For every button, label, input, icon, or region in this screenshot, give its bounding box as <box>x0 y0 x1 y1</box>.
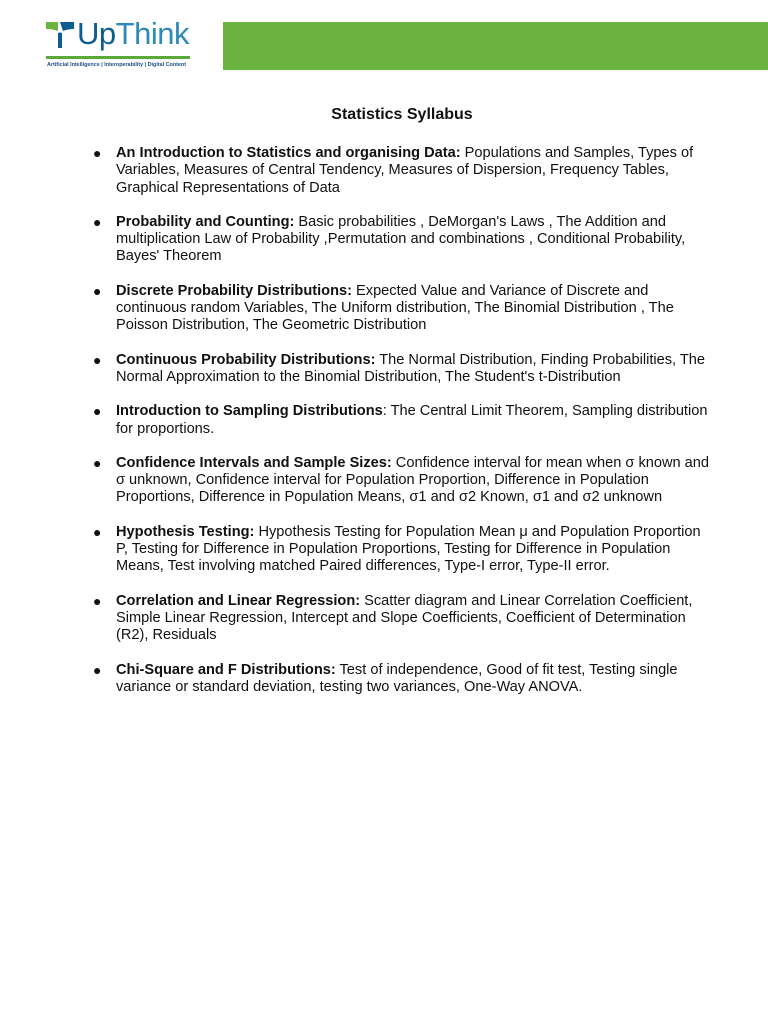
logo-tagline: Artificial Intelligence | Interoperability | Digital Content <box>47 62 186 68</box>
syllabus-item <box>92 662 716 697</box>
syllabus-details: Scatter diagram and Linear Correlation Coefficient, Simple Linear Regression, Intercept and Slope Coefficients, Coefficient of Determination (R2), Residuals <box>116 592 693 644</box>
bullet-icon: ● <box>93 661 102 678</box>
bullet-icon: ● <box>93 351 102 368</box>
page-title: Statistics Syllabus <box>331 106 473 123</box>
bullet-icon: ● <box>93 282 102 299</box>
syllabus-topic: Chi-Square and F Distributions: <box>116 661 336 678</box>
bullet-icon: ● <box>93 403 102 420</box>
syllabus-item <box>92 455 716 507</box>
upthink-mark-icon <box>46 20 74 50</box>
syllabus-topic: Hypothesis Testing: <box>116 523 255 540</box>
syllabus-item <box>92 593 716 645</box>
syllabus-details: Populations and Samples, Types of Variables, Measures of Central Tendency, Measures of Dispersion, Frequency Tables, Graphical Representations of Data <box>116 145 694 196</box>
logo-word-up: Up <box>77 16 116 51</box>
logo-underline <box>46 56 190 59</box>
bullet-icon: ● <box>93 454 102 471</box>
bullet-icon: ● <box>93 213 102 230</box>
syllabus-topic: An Introduction to Statistics and organising Data: <box>116 145 461 161</box>
syllabus-topic: Continuous Probability Distributions: <box>116 351 376 368</box>
logo-wordmark <box>77 16 189 52</box>
syllabus-item <box>92 524 716 576</box>
syllabus-item <box>92 352 716 387</box>
syllabus-topic: Correlation and Linear Regression: <box>116 592 361 609</box>
syllabus-topic: Confidence Intervals and Sample Sizes: <box>116 454 392 471</box>
syllabus-item <box>92 283 716 335</box>
upthink-logo <box>46 18 194 74</box>
syllabus-details: : The Central Limit Theorem, Sampling distribution for proportions. <box>116 403 708 437</box>
syllabus-details: Hypothesis Testing for Population Mean μ and Population Proportion P, Testing for Difference in Population Proportions, Testing for Difference in Population Means, Test involving matched Paired differences, Type-I error, Type-II error. <box>116 523 701 575</box>
syllabus-details: Test of independence, Good of fit test, Testing single variance or standard deviation, testing two variances, One-Way ANOVA. <box>116 661 678 695</box>
bullet-icon: ● <box>93 145 102 161</box>
header-green-bar <box>223 22 768 70</box>
bullet-icon: ● <box>93 523 102 540</box>
bullet-icon: ● <box>93 592 102 609</box>
syllabus-details: Basic probabilities , DeMorgan's Laws , The Addition and multiplication Law of Probability ,Permutation and combinations , Conditional Probability, Bayes' Theorem <box>116 213 686 265</box>
syllabus-details: Confidence interval for mean when σ known and σ unknown, Confidence interval for Population Proportion, Difference in Population Proportions, Difference in Population Means, σ1 and σ2 Known, σ1 and σ2 unknown <box>116 454 710 506</box>
logo-word-think: Think <box>115 16 189 51</box>
syllabus-topic: Probability and Counting: <box>116 213 295 230</box>
syllabus-details: Expected Value and Variance of Discrete and continuous random Variables, The Uniform distribution, The Binomial Distribution , The Poisson Distribution, The Geometric Distribution <box>116 282 674 334</box>
syllabus-topic: Discrete Probability Distributions: <box>116 282 352 299</box>
syllabus-item <box>92 403 716 438</box>
syllabus-item <box>92 145 716 197</box>
syllabus-list <box>92 145 716 713</box>
syllabus-details: The Normal Distribution, Finding Probabilities, The Normal Approximation to the Binomial Distribution, The Student's t-Distribution <box>116 351 706 385</box>
syllabus-item <box>92 214 716 266</box>
syllabus-topic: Introduction to Sampling Distributions <box>116 403 383 420</box>
